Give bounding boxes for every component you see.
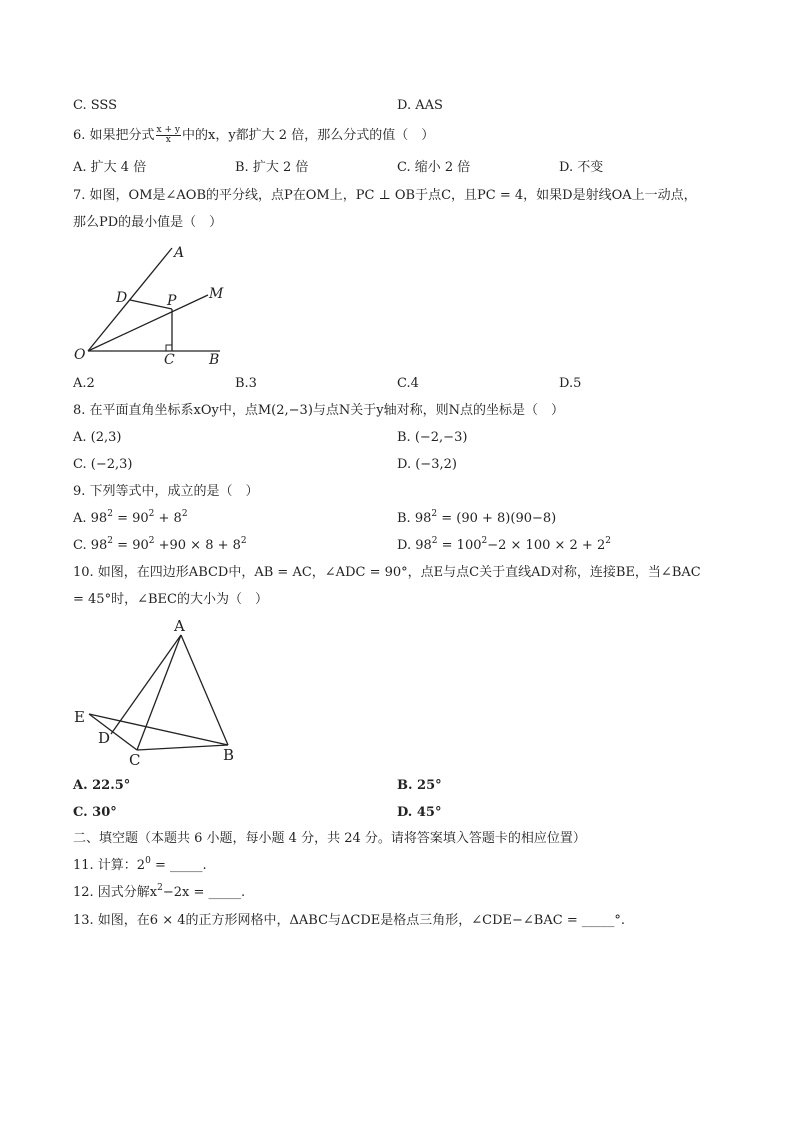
q9c-text: C. 98	[73, 538, 108, 553]
exponent: 2	[148, 536, 155, 546]
q12-text: −2x = _____.	[162, 885, 246, 900]
label-c: C	[164, 352, 175, 368]
exponent: 2	[605, 536, 611, 546]
q6-option-c: C. 缩小 2 倍	[397, 160, 471, 175]
q12-text: 12. 因式分解x	[73, 885, 158, 900]
label-o: O	[74, 347, 86, 363]
exponent: 2	[431, 536, 438, 546]
q7-option-b: B.3	[235, 376, 257, 391]
q9b-text: B. 98	[397, 511, 432, 526]
q5-option-d: D. AAS	[397, 98, 443, 113]
q10-stem-line1: 10. 如图，在四边形ABCD中，AB = AC，∠ADC = 90°，点E与点C关于直线AD对称，连接BE，当∠BAC	[73, 565, 701, 580]
q8-option-c: C. (−2,3)	[73, 457, 133, 472]
q7-figure	[66, 238, 236, 370]
segment-pd	[130, 300, 172, 309]
fraction	[156, 126, 181, 145]
q9-stem: 9. 下列等式中，成立的是（ ）	[73, 484, 259, 499]
label-p: P	[167, 293, 177, 309]
label-m: M	[209, 286, 224, 302]
q10-option-a: A. 22.5°	[73, 778, 131, 793]
q8-option-b: B. (−2,−3)	[397, 430, 468, 445]
exponent: 2	[481, 536, 488, 546]
q9a-text: A. 98	[73, 511, 108, 526]
fraction-numerator: x + y	[156, 125, 180, 135]
q6-stem-start: 6. 如果把分式	[73, 128, 155, 143]
q9-option-c	[73, 537, 247, 555]
label-d: D	[98, 729, 111, 747]
exponent: 2	[107, 509, 113, 519]
q5-option-c: C. SSS	[73, 98, 118, 113]
q11	[73, 857, 207, 875]
q6-option-d: D. 不变	[559, 160, 604, 175]
label-b: B	[223, 746, 235, 764]
exponent: 2	[157, 883, 163, 893]
right-angle-mark	[166, 345, 172, 351]
exponent: 0	[145, 856, 151, 866]
q9d-text: −2 × 100 × 2 + 2	[487, 538, 606, 553]
exponent: 2	[148, 509, 155, 519]
segment-ab	[181, 635, 228, 745]
q10-option-d: D. 45°	[397, 805, 442, 820]
q7-stem-line1: 7. 如图，OM是∠AOB的平分线，点P在OM上，PC ⊥ OB于点C，且PC = 4，如果D是射线OA上一动点，	[73, 188, 697, 203]
label-a: A	[174, 245, 185, 261]
q8-stem: 8. 在平面直角坐标系xOy中，点M(2,−3)与点N关于y轴对称，则N点的坐标是（ ）	[73, 403, 564, 418]
label-b: B	[209, 352, 220, 368]
q10-option-b: B. 25°	[397, 778, 442, 793]
q7-stem-line2: 那么PD的最小值是（ ）	[73, 215, 223, 230]
segment-cb	[137, 745, 228, 750]
q13-stem: 13. 如图，在6 × 4的正方形网格中，ΔABC与ΔCDE是格点三角形，∠CDE−∠BAC = _____°.	[73, 913, 625, 928]
q9d-text: = 100	[437, 538, 482, 553]
exponent: 2	[240, 536, 247, 546]
exponent: 2	[181, 509, 188, 519]
q9c-text: = 90	[113, 538, 149, 553]
ray-oa	[88, 248, 172, 351]
q12	[73, 884, 245, 902]
label-a: A	[174, 617, 185, 635]
q7-option-d: D.5	[559, 376, 582, 391]
q9c-text: +90 × 8 + 8	[154, 538, 241, 553]
q10-stem-line2: = 45°时，∠BEC的大小为（ ）	[73, 592, 268, 607]
q9-option-d	[397, 537, 611, 555]
exponent: 2	[431, 509, 438, 519]
section-heading: 二、填空题（本题共 6 小题，每小题 4 分，共 24 分。请将答案填入答题卡的相应位置）	[73, 831, 586, 846]
q8-option-a: A. (2,3)	[73, 430, 122, 445]
label-e: E	[74, 708, 85, 726]
q7-option-a: A.2	[73, 376, 95, 391]
exponent: 2	[107, 536, 114, 546]
q6-option-b: B. 扩大 2 倍	[235, 160, 309, 175]
q11-text: = _____.	[150, 858, 207, 873]
label-d: D	[116, 290, 128, 306]
q8-option-d: D. (−3,2)	[397, 457, 457, 472]
q9a-text: + 8	[154, 511, 182, 526]
q9-option-a	[73, 510, 188, 528]
label-c: C	[129, 751, 141, 769]
q9-option-b	[397, 510, 556, 528]
q9b-text: = (90 + 8)(90−8)	[437, 511, 557, 526]
q11-text: 11. 计算：2	[73, 858, 146, 873]
q10-figure	[68, 612, 248, 772]
segment-ad	[111, 635, 181, 734]
q6-option-a: A. 扩大 4 倍	[73, 160, 147, 175]
q10-option-c: C. 30°	[73, 805, 117, 820]
q6-stem	[73, 126, 434, 145]
q6-stem-end: 中的x，y都扩大 2 倍，那么分式的值（ ）	[181, 128, 435, 143]
q7-option-c: C.4	[397, 376, 419, 391]
q9a-text: = 90	[112, 511, 149, 526]
q9d-text: D. 98	[397, 538, 432, 553]
fraction-denominator: x	[165, 135, 171, 145]
